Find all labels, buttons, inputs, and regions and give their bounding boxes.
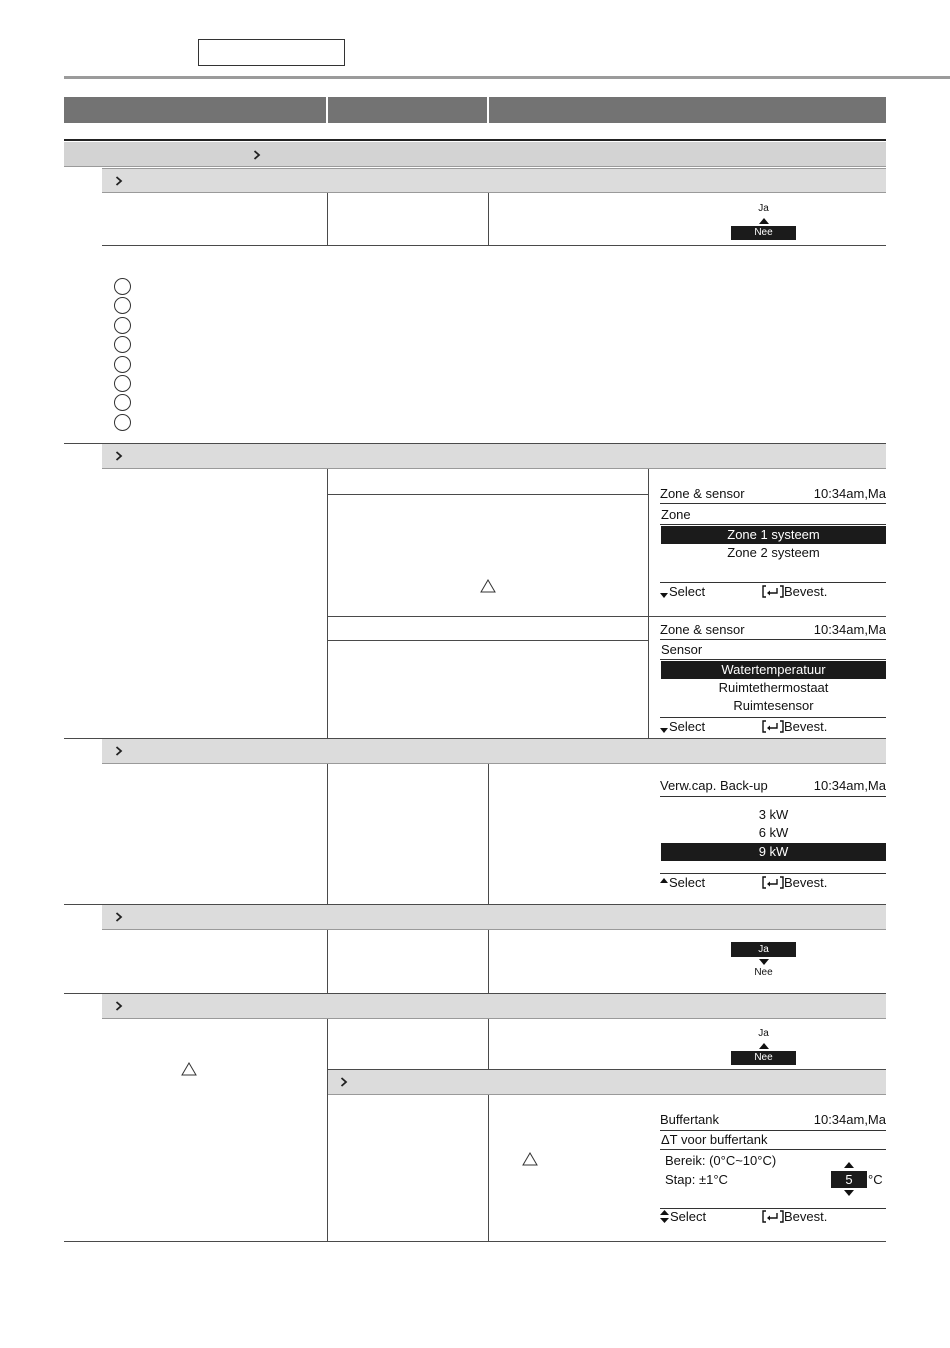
lcd-select xyxy=(660,719,705,735)
bullet-circle xyxy=(114,375,131,392)
enter-key-icon xyxy=(762,720,784,733)
confirm-label: Bevest. xyxy=(784,875,828,890)
bullet-circle xyxy=(114,336,131,353)
select-label: Select xyxy=(669,719,706,734)
chevron-right-icon xyxy=(340,1077,348,1087)
enter-key-icon xyxy=(762,876,784,889)
table-header-bar xyxy=(64,97,886,123)
lcd-range: Bereik: (0°C~10°C) xyxy=(665,1153,777,1168)
enter-key-icon xyxy=(762,585,784,598)
lcd-subtitle: ΔT voor buffertank xyxy=(661,1132,768,1147)
lcd-option: Ruimtethermostaat xyxy=(718,680,829,695)
option-ja: Ja xyxy=(758,203,769,214)
lcd-time: 10:34am,Ma xyxy=(813,622,886,637)
lcd-confirm xyxy=(762,719,827,735)
column-divider xyxy=(327,764,328,904)
row-rule xyxy=(102,245,886,246)
cell-rule xyxy=(327,616,886,617)
lcd-select xyxy=(660,584,705,600)
select-label: Select xyxy=(669,584,706,599)
arrow-up-icon xyxy=(660,878,668,883)
select-label: Select xyxy=(669,875,706,890)
column-divider xyxy=(327,469,328,738)
chevron-right-icon xyxy=(115,451,123,461)
lcd-title: Zone & sensor xyxy=(660,486,745,501)
lcd-sensor-header xyxy=(660,622,886,638)
bullet-circle xyxy=(114,317,131,334)
lcd-title: Buffertank xyxy=(660,1112,720,1127)
page-label-box xyxy=(198,39,345,66)
column-divider xyxy=(327,1019,328,1241)
confirm-label: Bevest. xyxy=(784,719,828,734)
lcd-title: Verw.cap. Back-up xyxy=(660,778,768,793)
lcd-footer xyxy=(660,875,886,891)
lcd-rule xyxy=(660,582,886,583)
lcd-rule xyxy=(660,717,886,718)
lcd-step: Stap: ±1°C xyxy=(665,1172,728,1187)
arrow-down-icon xyxy=(660,728,668,733)
lcd-option-selected: 9 kW xyxy=(661,843,886,861)
menu-row-sub xyxy=(102,994,886,1019)
lcd-select xyxy=(660,875,705,891)
option-nee-selected: Nee xyxy=(731,226,796,240)
bullet-circle xyxy=(114,394,131,411)
lcd-option: 6 kW xyxy=(758,825,789,840)
lcd-zone-header xyxy=(660,486,886,502)
cell-rule xyxy=(327,640,648,641)
lcd-confirm xyxy=(762,875,827,891)
warning-triangle-icon xyxy=(480,579,496,593)
option-nee: Nee xyxy=(754,967,773,978)
lcd-title: Zone & sensor xyxy=(660,622,745,637)
lcd-option: Zone 2 systeem xyxy=(727,545,820,560)
enter-key-icon xyxy=(762,1210,784,1223)
lcd-unit: °C xyxy=(868,1172,883,1187)
lcd-buffer-header xyxy=(660,1112,886,1128)
lcd-confirm xyxy=(762,584,827,600)
lcd-time: 10:34am,Ma xyxy=(813,1112,886,1127)
arrow-up-icon xyxy=(759,218,769,224)
chevron-right-icon xyxy=(253,150,261,160)
menu-row-sub xyxy=(102,905,886,930)
bullet-circle xyxy=(114,356,131,373)
lcd-rule xyxy=(660,1149,886,1150)
chevron-right-icon xyxy=(115,176,123,186)
column-divider xyxy=(488,1019,489,1069)
chevron-right-icon xyxy=(115,746,123,756)
arrow-up-icon xyxy=(844,1162,854,1168)
lcd-rule xyxy=(660,503,886,504)
lcd-rule xyxy=(660,524,886,525)
bullet-circle xyxy=(114,297,131,314)
lcd-option: 3 kW xyxy=(758,807,789,822)
lcd-subtitle: Sensor xyxy=(661,642,703,657)
menu-row-sub xyxy=(102,168,886,193)
arrow-up-down-icon xyxy=(660,1210,669,1223)
arrow-down-icon xyxy=(660,593,668,598)
warning-triangle-icon xyxy=(522,1152,538,1166)
lcd-rule xyxy=(660,659,886,660)
option-ja-selected: Ja xyxy=(731,942,796,957)
lcd-footer xyxy=(660,719,886,735)
lcd-time: 10:34am,Ma xyxy=(813,486,886,501)
bullet-circle xyxy=(114,414,131,431)
arrow-down-icon xyxy=(759,959,769,965)
arrow-up-icon xyxy=(759,1043,769,1049)
lcd-rule xyxy=(660,873,886,874)
confirm-label: Bevest. xyxy=(784,1209,828,1224)
menu-row-subsub xyxy=(328,1070,886,1095)
lcd-option-selected: Watertemperatuur xyxy=(661,661,886,679)
cell-rule xyxy=(327,494,648,495)
select-label: Select xyxy=(670,1209,707,1224)
chevron-right-icon xyxy=(115,1001,123,1011)
table-top-rule xyxy=(64,139,886,141)
column-divider xyxy=(488,193,489,245)
lcd-select xyxy=(660,1209,706,1225)
lcd-footer xyxy=(660,584,886,600)
lcd-rule xyxy=(660,796,886,797)
column-divider xyxy=(488,930,489,993)
chevron-right-icon xyxy=(115,912,123,922)
header-rule xyxy=(64,76,950,79)
menu-row-sub xyxy=(102,444,886,469)
menu-row-main xyxy=(64,142,886,167)
confirm-label: Bevest. xyxy=(784,584,828,599)
lcd-subtitle: Zone xyxy=(661,507,691,522)
lcd-rule xyxy=(660,639,886,640)
lcd-value-box: 5 xyxy=(831,1171,867,1188)
lcd-backup-header xyxy=(660,778,886,794)
warning-triangle-icon xyxy=(181,1062,197,1076)
table-header-divider xyxy=(326,97,328,123)
column-divider xyxy=(648,469,649,738)
column-divider xyxy=(327,930,328,993)
option-ja: Ja xyxy=(758,1028,769,1039)
lcd-rule xyxy=(660,1130,886,1131)
table-header-divider xyxy=(487,97,489,123)
column-divider xyxy=(488,764,489,904)
arrow-down-icon xyxy=(844,1190,854,1196)
lcd-confirm xyxy=(762,1209,827,1225)
table-bottom-rule xyxy=(64,1241,886,1242)
lcd-time: 10:34am,Ma xyxy=(813,778,886,793)
column-divider xyxy=(488,1095,489,1241)
column-divider xyxy=(327,193,328,245)
bullet-circle xyxy=(114,278,131,295)
lcd-option-selected: Zone 1 systeem xyxy=(661,526,886,544)
lcd-footer xyxy=(660,1209,886,1225)
lcd-option: Ruimtesensor xyxy=(733,698,814,713)
option-nee-selected: Nee xyxy=(731,1051,796,1065)
menu-row-sub xyxy=(102,739,886,764)
